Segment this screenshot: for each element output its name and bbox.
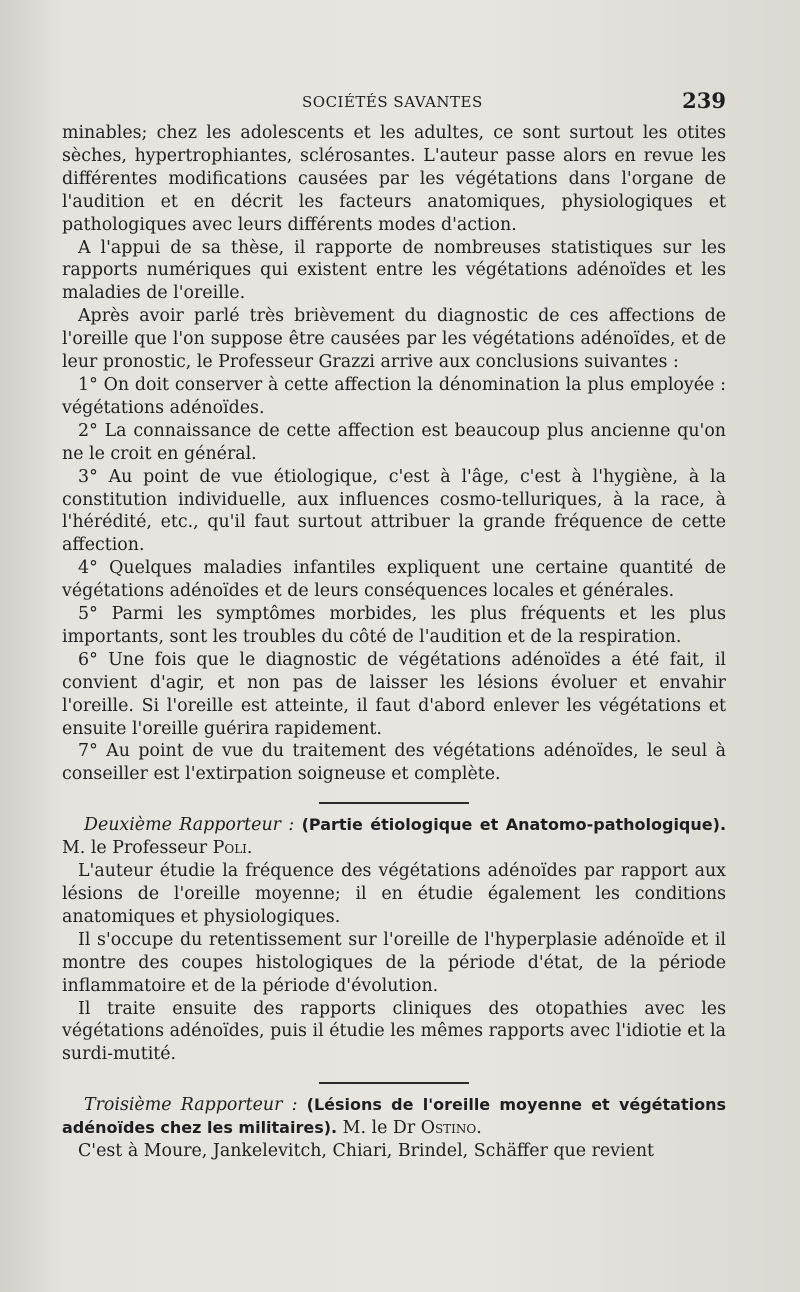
conclusion-item: 6° Une fois que le diagnostic de végétations adénoïdes a été fait, il convient d'agir, et non pas de laisser les lésions évoluer et envahir l'oreille. Si l'oreille est atteinte, il faut d'abord enlever les végétations et ensuite l'oreille guérira rapidement. bbox=[62, 649, 726, 739]
running-head bbox=[62, 88, 726, 122]
author-prefix: M. le Dr bbox=[342, 1118, 416, 1139]
conclusion-item: 1° On doit conserver à cette affection la dénomination la plus employée : végétations adénoïdes. bbox=[62, 374, 726, 418]
reporter-title: Troisième Rapporteur : bbox=[84, 1095, 298, 1116]
report-topic: (Partie étiologique et Anatomo-pathologique). bbox=[301, 815, 727, 835]
paragraph: L'auteur étudie la fréquence des végétations adénoïdes par rapport aux lésions de l'oreille moyenne; il en étudie également les conditions anatomiques et physiologiques. bbox=[62, 861, 726, 927]
conclusion-item: 3° Au point de vue étiologique, c'est à l'âge, c'est à l'hygiène, à la constitution individuelle, aux influences cosmo-telluriques, à la race, à l'hérédité, etc., qu'il faut surtout attribuer la grande fréquence de cette affection. bbox=[62, 466, 726, 556]
report-topic: (Lésions de l'oreille moyenne et végétations adénoïdes chez les militaires). bbox=[62, 1095, 727, 1138]
body-text bbox=[62, 122, 726, 1163]
conclusion-item: 2° La connaissance de cette affection est beaucoup plus ancienne qu'on ne le croit en général. bbox=[62, 420, 726, 464]
third-report-heading bbox=[62, 1094, 726, 1140]
reporter-title: Deuxième Rapporteur : bbox=[84, 815, 295, 836]
author-name: Ostino. bbox=[420, 1118, 482, 1139]
section-divider bbox=[319, 1082, 469, 1084]
paragraph: Après avoir parlé très brièvement du diagnostic de ces affections de l'oreille que l'on suppose être causées par les végétations adénoïdes, et de leur pronostic, le Professeur Grazzi arrive aux conclusions suivantes : bbox=[62, 306, 726, 373]
author-prefix: M. le Professeur bbox=[62, 838, 208, 859]
running-title: SOCIÉTÉS SAVANTES bbox=[302, 93, 483, 111]
paragraph: A l'appui de sa thèse, il rapporte de nombreuses statistiques sur les rapports numériques qui existent entre les végétations adénoïdes et les maladies de l'oreille. bbox=[62, 237, 726, 304]
paragraph: Il s'occupe du retentissement sur l'oreille de l'hyperplasie adénoïde et il montre des coupes histologiques de la période d'état, de la période inflammatoire et de la période d'évolution. bbox=[62, 929, 726, 996]
paragraph: C'est à Moure, Jankelevitch, Chiari, Brindel, Schäffer que revient bbox=[78, 1141, 655, 1162]
paragraph: Il traite ensuite des rapports cliniques des otopathies avec les végétations adénoïdes, puis il étudie les mêmes rapports avec l'idiotie et la surdi-mutité. bbox=[62, 998, 726, 1065]
conclusion-item: 5° Parmi les symptômes morbides, les plus fréquents et les plus importants, sont les troubles du côté de l'audition et de la respiration. bbox=[62, 604, 726, 647]
page-number: 239 bbox=[682, 88, 726, 113]
second-report-heading bbox=[62, 814, 726, 860]
section-divider bbox=[319, 802, 469, 804]
paragraph: minables; chez les adolescents et les adultes, ce sont surtout les otites sèches, hypertrophiantes, sclérosantes. L'auteur passe alors en revue les différentes modifications causées par les végétations dans l'organe de l'audition et en décrit les facteurs anatomiques, physiologiques et pathologiques avec leurs différents modes d'action. bbox=[62, 123, 726, 235]
conclusion-item: 7° Au point de vue du traitement des végétations adénoïdes, le seul à conseiller est l'extirpation soigneuse et complète. bbox=[62, 741, 726, 785]
conclusion-item: 4° Quelques maladies infantiles expliquent une certaine quantité de végétations adénoïdes et de leurs conséquences locales et générales. bbox=[62, 558, 726, 602]
author-name: Poli. bbox=[212, 838, 253, 859]
